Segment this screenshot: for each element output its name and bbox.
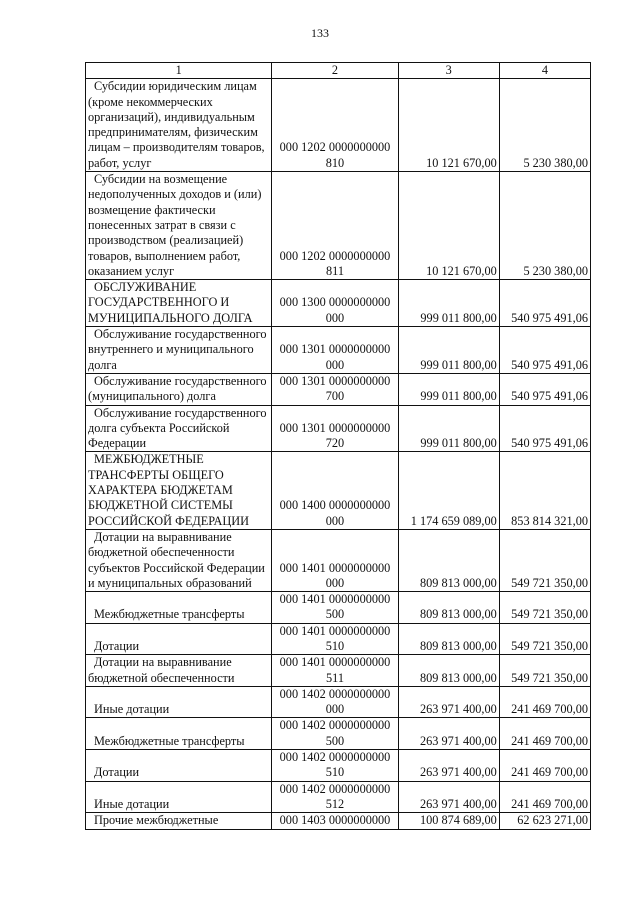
row-code: 000 1401 0000000000 511	[272, 655, 398, 687]
table-row	[86, 623, 591, 655]
table-row	[86, 750, 591, 782]
row-value-3: 809 813 000,00	[398, 655, 499, 687]
row-value-3: 10 121 670,00	[398, 172, 499, 280]
row-value-3: 10 121 670,00	[398, 79, 499, 172]
row-value-4: 540 975 491,06	[499, 373, 590, 405]
table-row	[86, 686, 591, 718]
table-row	[86, 813, 591, 829]
row-code: 000 1402 0000000000 510	[272, 750, 398, 782]
table-row	[86, 172, 591, 280]
row-name: Субсидии на возмещение недополученных доходов и (или) возмещение фактически понесенных затрат в связи с производством (реализацией) товаров, выполнением работ, оказанием услуг	[86, 172, 272, 280]
table-row	[86, 373, 591, 405]
row-value-3: 263 971 400,00	[398, 750, 499, 782]
row-value-3: 809 813 000,00	[398, 529, 499, 591]
table-header-row	[86, 63, 591, 79]
row-value-3: 999 011 800,00	[398, 405, 499, 452]
row-name: Дотации на выравнивание бюджетной обеспеченности субъектов Российской Федерации и муниципальных образований	[86, 529, 272, 591]
row-value-4: 549 721 350,00	[499, 623, 590, 655]
row-code: 000 1300 0000000000 000	[272, 280, 398, 327]
row-value-4: 241 469 700,00	[499, 750, 590, 782]
row-name: Обслуживание государственного долга субъекта Российской Федерации	[86, 405, 272, 452]
row-value-4: 62 623 271,00	[499, 813, 590, 829]
row-value-4: 241 469 700,00	[499, 686, 590, 718]
row-name: МЕЖБЮДЖЕТНЫЕ ТРАНСФЕРТЫ ОБЩЕГО ХАРАКТЕРА БЮДЖЕТАМ БЮДЖЕТНОЙ СИСТЕМЫ РОССИЙСКОЙ ФЕДЕРАЦИИ	[86, 452, 272, 529]
row-name: ОБСЛУЖИВАНИЕ ГОСУДАРСТВЕННОГО И МУНИЦИПАЛЬНОГО ДОЛГА	[86, 280, 272, 327]
table-row	[86, 592, 591, 624]
row-code: 000 1301 0000000000 700	[272, 373, 398, 405]
row-value-4: 540 975 491,06	[499, 327, 590, 374]
row-value-4: 241 469 700,00	[499, 781, 590, 813]
row-code: 000 1401 0000000000 510	[272, 623, 398, 655]
column-header-1: 1	[86, 63, 272, 79]
row-value-4: 540 975 491,06	[499, 280, 590, 327]
row-value-3: 1 174 659 089,00	[398, 452, 499, 529]
row-value-4: 549 721 350,00	[499, 655, 590, 687]
row-value-4: 5 230 380,00	[499, 79, 590, 172]
table-row	[86, 718, 591, 750]
row-code: 000 1301 0000000000 000	[272, 327, 398, 374]
row-value-3: 100 874 689,00	[398, 813, 499, 829]
table-row	[86, 655, 591, 687]
row-value-4: 540 975 491,06	[499, 405, 590, 452]
row-value-4: 853 814 321,00	[499, 452, 590, 529]
table-row	[86, 280, 591, 327]
row-value-3: 263 971 400,00	[398, 781, 499, 813]
column-header-3: 3	[398, 63, 499, 79]
table-row	[86, 781, 591, 813]
table-row	[86, 327, 591, 374]
row-value-3: 809 813 000,00	[398, 623, 499, 655]
row-name: Субсидии юридическим лицам (кроме некоммерческих организаций), индивидуальным предпринимателям, физическим лицам – производителям товаров, работ, услуг	[86, 79, 272, 172]
row-code: 000 1402 0000000000 512	[272, 781, 398, 813]
table-row	[86, 529, 591, 591]
row-code: 000 1202 0000000000 811	[272, 172, 398, 280]
column-header-4: 4	[499, 63, 590, 79]
table-row	[86, 452, 591, 529]
row-name: Иные дотации	[86, 781, 272, 813]
row-name: Дотации	[86, 750, 272, 782]
row-value-3: 809 813 000,00	[398, 592, 499, 624]
row-value-4: 241 469 700,00	[499, 718, 590, 750]
row-value-4: 549 721 350,00	[499, 529, 590, 591]
table-row	[86, 79, 591, 172]
row-name: Обслуживание государственного (муниципального) долга	[86, 373, 272, 405]
row-value-3: 263 971 400,00	[398, 718, 499, 750]
row-code: 000 1301 0000000000 720	[272, 405, 398, 452]
row-value-4: 549 721 350,00	[499, 592, 590, 624]
row-code: 000 1401 0000000000 000	[272, 529, 398, 591]
row-name: Дотации	[86, 623, 272, 655]
row-value-3: 263 971 400,00	[398, 686, 499, 718]
table-row	[86, 405, 591, 452]
row-code: 000 1400 0000000000 000	[272, 452, 398, 529]
column-header-2: 2	[272, 63, 398, 79]
row-name: Прочие межбюджетные	[86, 813, 272, 829]
row-value-3: 999 011 800,00	[398, 327, 499, 374]
row-code: 000 1402 0000000000 000	[272, 686, 398, 718]
row-name: Обслуживание государственного внутреннего и муниципального долга	[86, 327, 272, 374]
row-name: Межбюджетные трансферты	[86, 718, 272, 750]
row-value-3: 999 011 800,00	[398, 280, 499, 327]
row-value-4: 5 230 380,00	[499, 172, 590, 280]
page-number: 133	[311, 26, 329, 40]
row-name: Иные дотации	[86, 686, 272, 718]
row-code: 000 1202 0000000000 810	[272, 79, 398, 172]
row-code: 000 1402 0000000000 500	[272, 718, 398, 750]
row-name: Дотации на выравнивание бюджетной обеспеченности	[86, 655, 272, 687]
budget-table	[85, 62, 591, 830]
row-value-3: 999 011 800,00	[398, 373, 499, 405]
row-code: 000 1403 0000000000	[272, 813, 398, 829]
row-code: 000 1401 0000000000 500	[272, 592, 398, 624]
row-name: Межбюджетные трансферты	[86, 592, 272, 624]
